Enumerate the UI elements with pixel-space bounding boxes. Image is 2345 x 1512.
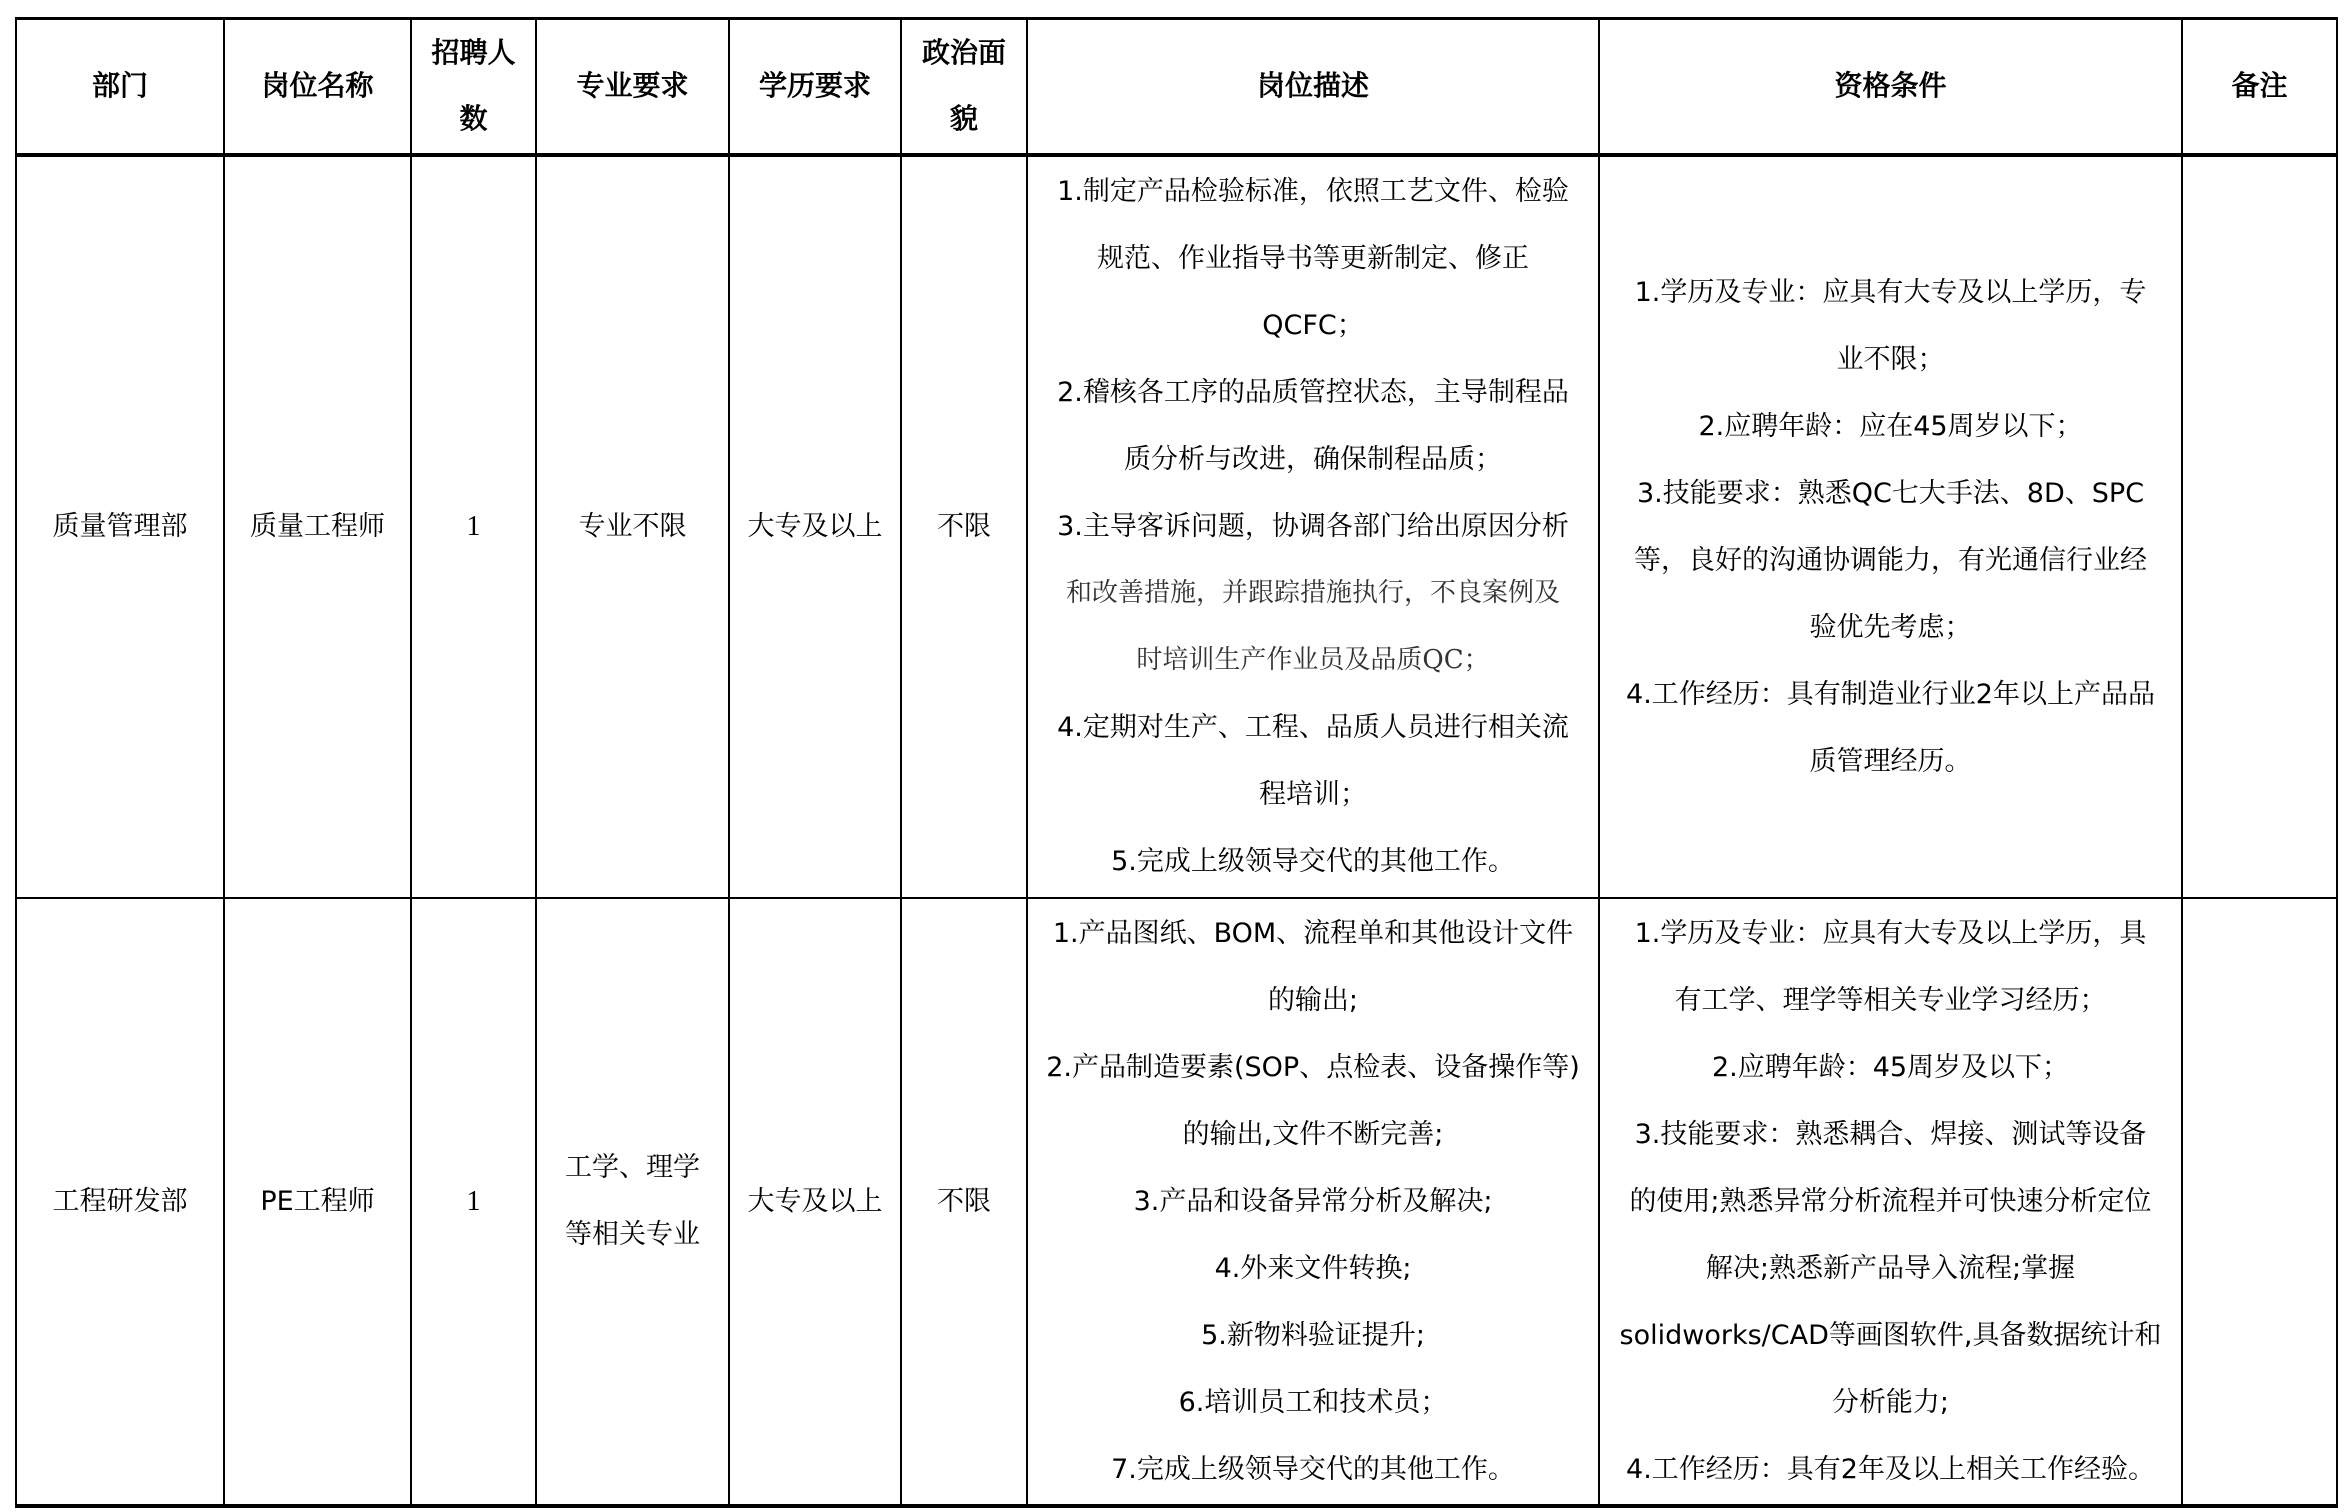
- cell-description: [1027, 898, 1599, 1506]
- qualification-line: 分析能力;: [1831, 1386, 1950, 1418]
- description-line: 5.新物料验证提升;: [1201, 1319, 1425, 1351]
- header-headcount-line2: 数: [459, 102, 488, 136]
- header-remarks: [2182, 19, 2337, 155]
- cell-political: 不限: [901, 155, 1027, 898]
- qualification-line: 3.技能要求：熟悉QC七大手法、8D、SPC: [1636, 477, 2145, 509]
- qualification-line: 验优先考虑；: [1809, 611, 1972, 643]
- header-remarks-label: 备注: [2231, 69, 2288, 103]
- header-political-label: [916, 20, 1012, 152]
- header-political-line1: 政治面: [921, 36, 1006, 70]
- header-political: [901, 19, 1027, 155]
- description-line: 时培训生产作业员及品质QC；: [1136, 645, 1490, 675]
- qualification-line: 1.学历及专业：应具有大专及以上学历，具: [1634, 917, 2147, 949]
- description-line: 3.产品和设备异常分析及解决;: [1133, 1185, 1493, 1217]
- cell-qualifications: [1599, 898, 2182, 1506]
- description-line: 规范、作业指导书等更新制定、修正: [1097, 243, 1529, 274]
- qualification-line: 1.学历及专业：应具有大专及以上学历，专: [1634, 276, 2147, 308]
- qualification-line: 2.应聘年龄：45周岁及以下；: [1711, 1051, 2070, 1083]
- table-row: [16, 155, 2337, 898]
- cell-major-line1: 专业不限: [578, 511, 687, 542]
- header-qualifications-label: 资格条件: [1834, 69, 1947, 103]
- cell-remarks: [2182, 898, 2337, 1506]
- cell-major-text: [551, 493, 714, 560]
- qualification-line: 有工学、理学等相关专业学习经历；: [1674, 984, 2107, 1016]
- recruitment-table: [15, 17, 2338, 1508]
- description-text: [1042, 158, 1584, 895]
- header-department: [16, 19, 224, 155]
- cell-major-line1: 工学、理学: [565, 1152, 700, 1183]
- cell-political: 不限: [901, 898, 1027, 1506]
- description-line: 2.产品制造要素(SOP、点检表、设备操作等): [1046, 1051, 1580, 1083]
- description-line: QCFC；: [1262, 310, 1364, 341]
- qualification-line: 质管理经历。: [1809, 745, 1972, 777]
- description-line: 1.产品图纸、BOM、流程单和其他设计文件: [1052, 917, 1574, 949]
- qualification-line: 4.工作经历：具有制造业行业2年以上产品品: [1626, 678, 2155, 710]
- qualifications-text: [1614, 900, 2167, 1503]
- cell-education: 大专及以上: [729, 898, 901, 1506]
- table-row: [16, 898, 2337, 1506]
- qualification-line: 的使用;熟悉异常分析流程并可快速分析定位: [1629, 1185, 2152, 1217]
- qualification-line: 4.工作经历：具有2年及以上相关工作经验。: [1626, 1453, 2155, 1485]
- description-line: 质分析与改进，确保制程品质；: [1124, 444, 1502, 475]
- table-header: [16, 19, 2337, 155]
- header-position-label: 岗位名称: [261, 69, 374, 103]
- qualification-line: 业不限；: [1836, 343, 1945, 375]
- header-education-label: 学历要求: [758, 69, 871, 103]
- description-line: 7.完成上级领导交代的其他工作。: [1111, 1453, 1515, 1485]
- cell-description: [1027, 155, 1599, 898]
- header-education: [729, 19, 901, 155]
- description-line: 的输出;: [1267, 984, 1359, 1016]
- qualification-line: solidworks/CAD等画图软件,具备数据统计和: [1619, 1319, 2162, 1351]
- cell-position: PE工程师: [224, 898, 411, 1506]
- cell-department: 质量管理部: [16, 155, 224, 898]
- cell-remarks: [2182, 155, 2337, 898]
- header-description-label: 岗位描述: [1256, 69, 1369, 103]
- header-major: [536, 19, 729, 155]
- qualification-line: 等，良好的沟通协调能力，有光通信行业经: [1634, 544, 2147, 576]
- cell-major: [536, 155, 729, 898]
- header-headcount-line1: 招聘人: [431, 36, 516, 70]
- cell-major: [536, 898, 729, 1506]
- header-headcount-label: [426, 20, 521, 152]
- header-position: [224, 19, 411, 155]
- header-qualifications: [1599, 19, 2182, 155]
- description-line: 4.外来文件转换;: [1214, 1252, 1412, 1284]
- cell-qualifications: [1599, 155, 2182, 898]
- qualification-line: 解决;熟悉新产品导入流程;掌握: [1705, 1252, 2076, 1284]
- description-line: 2.稽核各工序的品质管控状态，主导制程品: [1057, 377, 1569, 408]
- cell-headcount: 1: [411, 155, 536, 898]
- cell-major-line2: 等相关专业: [565, 1219, 700, 1250]
- cell-department: 工程研发部: [16, 898, 224, 1506]
- cell-major-text: [551, 1134, 714, 1268]
- description-line: 3.主导客诉问题，协调各部门给出原因分析: [1057, 511, 1569, 542]
- description-line: 和改善措施，并跟踪措施执行，不良案例及: [1065, 578, 1560, 608]
- description-text: [1042, 900, 1584, 1503]
- header-political-line2: 貌: [949, 102, 978, 136]
- qualification-line: 3.技能要求：熟悉耦合、焊接、测试等设备: [1634, 1118, 2147, 1150]
- cell-headcount: 1: [411, 898, 536, 1506]
- qualification-line: 2.应聘年龄：应在45周岁以下；: [1698, 410, 2083, 442]
- header-description: [1027, 19, 1599, 155]
- description-line: 程培训；: [1259, 779, 1367, 810]
- header-department-label: 部门: [91, 69, 148, 103]
- header-row: [16, 19, 2337, 155]
- qualifications-text: [1614, 259, 2167, 795]
- description-line: 的输出,文件不断完善;: [1182, 1118, 1444, 1150]
- header-headcount: [411, 19, 536, 155]
- header-major-label: 专业要求: [576, 69, 689, 103]
- description-line: 1.制定产品检验标准，依照工艺文件、检验: [1057, 176, 1569, 207]
- description-line: 6.培训员工和技术员；: [1178, 1386, 1448, 1418]
- description-line: 5.完成上级领导交代的其他工作。: [1111, 846, 1515, 877]
- description-line: 4.定期对生产、工程、品质人员进行相关流: [1057, 712, 1569, 743]
- cell-education: 大专及以上: [729, 155, 901, 898]
- cell-position: 质量工程师: [224, 155, 411, 898]
